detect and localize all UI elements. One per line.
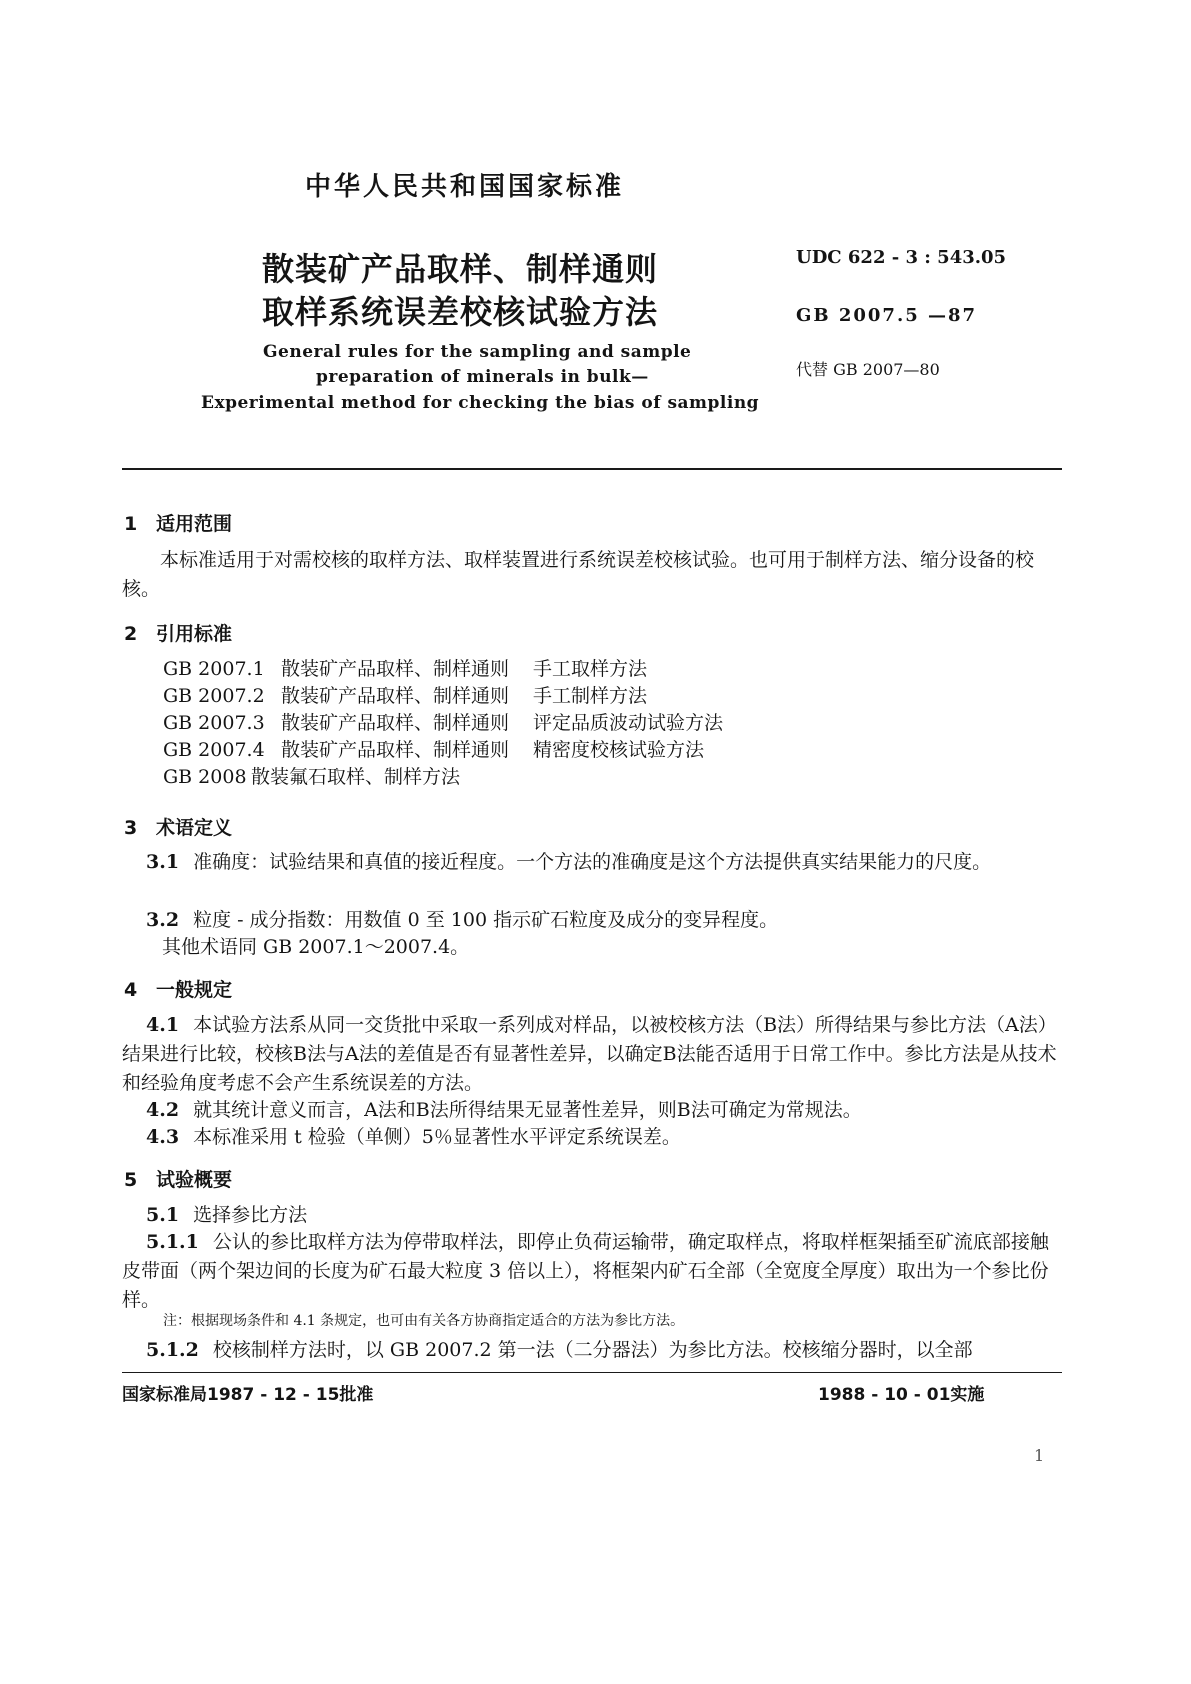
- english-title-line-3: Experimental method for checking the bias of sampling: [201, 393, 760, 413]
- reference-code: GB 2007.4: [163, 739, 265, 761]
- clause-number: 4.1: [146, 1014, 180, 1036]
- section-title: 试验概要: [156, 1169, 233, 1191]
- english-title-line-1: General rules for the sampling and sample: [263, 342, 692, 362]
- clause-number: 4.3: [146, 1126, 180, 1148]
- approval-date: 国家标准局1987 - 12 - 15批准: [122, 1385, 374, 1405]
- clause-text: 就其统计意义而言，A法和B法所得结果无显著性差异，则B法可确定为常规法。: [193, 1099, 862, 1121]
- reference-title: 散装矿产品取样、制样通则: [281, 739, 510, 761]
- reference-item: [163, 737, 723, 764]
- reference-title: 散装矿产品取样、制样通则: [281, 712, 510, 734]
- clause-4-1: [122, 1011, 1062, 1098]
- clause-5-1-1: [122, 1228, 1062, 1315]
- title-line-2: 取样系统误差校核试验方法: [262, 293, 659, 331]
- note-text: 注：根据现场条件和 4.1 条规定，也可由有关各方协商指定适合的方法为参比方法。: [163, 1313, 685, 1329]
- section-5-heading: [124, 1167, 232, 1194]
- section-title: 一般规定: [156, 979, 233, 1001]
- clause-number: 3.2: [146, 909, 180, 931]
- clause-3-1: [122, 848, 1062, 877]
- section-2-heading: [124, 621, 232, 648]
- clause-number: 3.1: [146, 851, 180, 873]
- reference-subtitle: 手工制样方法: [533, 685, 648, 707]
- clause-4-2: [122, 1096, 1062, 1125]
- clause-number: 5.1.1: [146, 1231, 199, 1253]
- clause-3-2: [122, 906, 1062, 935]
- country-standard-heading: 中华人民共和国国家标准: [305, 172, 625, 202]
- reference-list: [163, 656, 723, 791]
- clause-5-1-2: [122, 1336, 1062, 1365]
- section-3-heading: [124, 815, 232, 842]
- clause-title: 选择参比方法: [193, 1204, 308, 1226]
- reference-code: GB 2008: [163, 766, 247, 788]
- clause-text: 本标准采用 t 检验（单侧）5％显著性水平评定系统误差。: [193, 1126, 681, 1148]
- clause-text: 本试验方法系从同一交货批中采取一系列成对样品，以被校核方法（B法）所得结果与参比方法（A法）结果进行比较，校核B法与A法的差值是否有显著性差异，以确定B法能否适用于日常工作中。参比方法是从技术和经验角度考虑不会产生系统误差的方法。: [122, 1014, 1057, 1094]
- reference-item: [163, 764, 723, 791]
- section-number: 2: [124, 623, 138, 645]
- page-number: 1: [1034, 1446, 1045, 1465]
- implementation-date: 1988 - 10 - 01实施: [818, 1385, 985, 1405]
- english-title-line-2: preparation of minerals in bulk—: [316, 367, 649, 387]
- section-4-heading: [124, 977, 232, 1004]
- reference-title: 散装氟石取样、制样方法: [251, 766, 461, 788]
- section-number: 3: [124, 817, 138, 839]
- section-number: 4: [124, 979, 138, 1001]
- clause-text: 校核制样方法时，以 GB 2007.2 第一法（二分器法）为参比方法。校核缩分器时，以全部: [212, 1339, 973, 1361]
- reference-subtitle: 评定品质波动试验方法: [533, 712, 724, 734]
- clause-number: 4.2: [146, 1099, 180, 1121]
- reference-subtitle: 手工取样方法: [533, 658, 648, 680]
- footer-divider: [122, 1372, 1062, 1373]
- gb-number: GB 2007.5 —87: [796, 305, 978, 326]
- replaces-standard: 代替 GB 2007—80: [796, 360, 940, 379]
- section-title: 引用标准: [156, 623, 233, 645]
- reference-code: GB 2007.1: [163, 658, 265, 680]
- reference-item: [163, 656, 723, 683]
- section-title: 术语定义: [156, 817, 233, 839]
- clause-number: 5.1: [146, 1204, 180, 1226]
- reference-item: [163, 683, 723, 710]
- reference-item: [163, 710, 723, 737]
- clause-text: 粒度 - 成分指数：用数值 0 至 100 指示矿石粒度及成分的变异程度。: [193, 909, 779, 931]
- clause-text: 准确度：试验结果和真值的接近程度。一个方法的准确度是这个方法提供真实结果能力的尺度。: [193, 851, 992, 873]
- reference-subtitle: 精密度校核试验方法: [533, 739, 705, 761]
- section-1-text: 本标准适用于对需校核的取样方法、取样装置进行系统误差校核试验。也可用于制样方法、缩分设备的校核。: [122, 549, 1035, 600]
- reference-code: GB 2007.3: [163, 712, 265, 734]
- reference-title: 散装矿产品取样、制样通则: [281, 658, 510, 680]
- reference-title: 散装矿产品取样、制样通则: [281, 685, 510, 707]
- clause-number: 5.1.2: [146, 1339, 199, 1361]
- header-divider: [122, 468, 1062, 470]
- section-number: 1: [124, 513, 138, 535]
- clause-5-1: [146, 1202, 307, 1229]
- section-title: 适用范围: [156, 513, 233, 535]
- section-number: 5: [124, 1169, 138, 1191]
- clause-text: 公认的参比取样方法为停带取样法，即停止负荷运输带，确定取样点，将取样框架插至矿流底部接触皮带面（两个架边间的长度为矿石最大粒度 3 倍以上），将框架内矿石全部（全宽度全厚度）取出为一个参比份样。: [122, 1231, 1049, 1311]
- other-terms: 其他术语同 GB 2007.1～2007.4。: [162, 936, 470, 958]
- clause-4-3: [122, 1123, 1062, 1152]
- section-1-heading: [124, 511, 232, 538]
- reference-code: GB 2007.2: [163, 685, 265, 707]
- title-line-1: 散装矿产品取样、制样通则: [262, 250, 659, 288]
- udc-code: UDC 622 - 3 : 543.05: [796, 247, 1007, 268]
